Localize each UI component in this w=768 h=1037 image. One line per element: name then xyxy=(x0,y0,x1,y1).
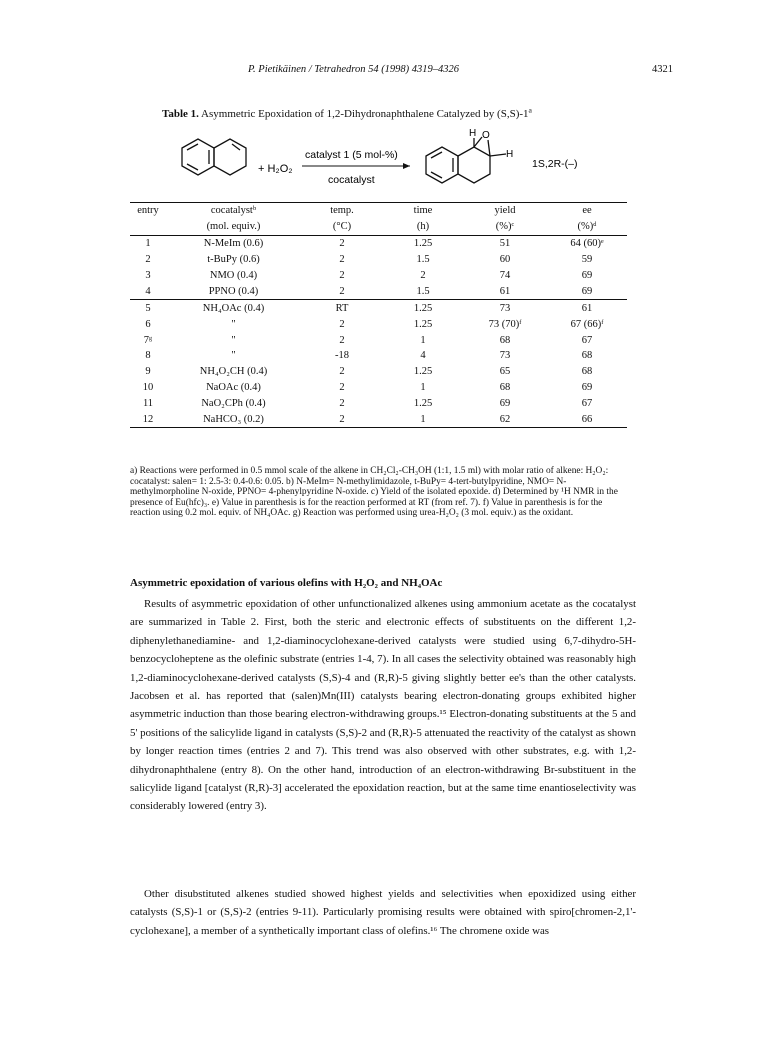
table-row xyxy=(130,316,627,332)
table-cell: 5 xyxy=(145,302,151,314)
table-cell: 2 xyxy=(339,238,345,250)
table-cell: 1.5 xyxy=(383,283,463,299)
table-cell: 61 xyxy=(463,283,547,299)
table-cell: 69 xyxy=(581,270,593,281)
table-cell: 2 xyxy=(339,270,345,281)
table-caption-note: a xyxy=(528,105,532,115)
header-cell: cocatalystᵇ xyxy=(166,203,301,219)
subheader-cell: (°C) xyxy=(301,219,383,235)
table-cell: 2 xyxy=(339,398,345,410)
table-cell: 2 xyxy=(339,382,345,394)
table-cell: 67 (66)ᶠ xyxy=(570,318,604,330)
table-cell: 1.25 xyxy=(413,318,433,330)
table-cell: 68 xyxy=(499,382,511,394)
table-cell: 1 xyxy=(420,382,426,394)
table-label: Table 1. xyxy=(162,108,199,120)
table-cell: 2 xyxy=(145,254,151,266)
table-cell: 11 xyxy=(142,398,154,410)
table-cell: NH₄OAc (0.4) xyxy=(202,302,265,314)
subheader-cell xyxy=(130,219,166,235)
table-header-row xyxy=(130,203,627,219)
epoxide-h-right: H xyxy=(506,149,514,160)
body-paragraph: Other disubstituted alkenes studied showed highest yields and selectivities when epoxidized using either catalysts (S,S)-1 or (S,S)-2 (entries 9-11). Particularly promising results were obtained with spiro[chromen-2,1'-cyclohexane], a member of a synthetically important class of olefins.¹⁶ The chromene oxide was xyxy=(130,888,636,937)
table-cell: 8 xyxy=(145,350,151,362)
table-cell: 59 xyxy=(581,254,593,266)
table-cell: 2 xyxy=(420,270,426,281)
subheader-cell: (h) xyxy=(383,219,463,235)
running-header xyxy=(0,64,768,78)
table-cell: -18 xyxy=(335,350,349,362)
table-cell: 7ᵍ xyxy=(143,334,153,346)
table-cell: N-MeIm (0.6) xyxy=(203,238,264,250)
table-cell: 66 xyxy=(547,412,627,428)
table-cell: 1.25 xyxy=(413,366,433,378)
cocatalyst-label: cocatalyst xyxy=(328,174,375,186)
table-cell: 60 xyxy=(499,254,511,266)
running-head: P. Pietikäinen / Tetrahedron 54 (1998) 4319–4326 xyxy=(248,64,460,75)
table-row xyxy=(130,348,627,364)
section-heading: Asymmetric epoxidation of various olefins with H₂O₂ and NH₄OAc xyxy=(130,577,443,589)
table-cell: 10 xyxy=(142,382,154,394)
header-cell: yield xyxy=(463,203,547,219)
table-cell: RT xyxy=(335,302,349,314)
table-row xyxy=(130,283,627,299)
table-cell: 69 xyxy=(581,382,593,394)
table-cell: " xyxy=(231,350,236,362)
table-cell: 73 xyxy=(499,302,511,314)
table-row xyxy=(130,396,627,412)
table-cell: 1 xyxy=(145,238,151,250)
table-cell: " xyxy=(231,318,236,330)
table-row xyxy=(130,252,627,268)
table-cell: 1.25 xyxy=(413,302,433,314)
table-cell: NH₄O₂CH (0.4) xyxy=(199,366,268,378)
table-cell: PPNO (0.4) xyxy=(166,283,301,299)
table-cell: NMO (0.4) xyxy=(209,270,258,281)
table-cell: 12 xyxy=(130,412,166,428)
table-cell: 3 xyxy=(145,270,151,281)
table-footnotes: a) Reactions were performed in 0.5 mmol scale of the alkene in CH₂Cl₂-CH₃OH (1:1, 1.5 ml) with molar ratio of alkene: H₂O₂: cocatalyst: salen= 1: 2.5-3: 0.4-0.6: 0.05. b) N-MeIm= N-methylimidazole, t-BuPy= 4-tert-butylpyridine, NMO= N-methylmorpholine N-oxide, PPNO= 4-phenylpyridine N-oxide. c) Yield of the isolated epoxide. d) Determined by ¹H NMR in the presence of Eu(hfc)₃. e) Value in parenthesis is for the reaction performed at RT (from ref. 7). f) Value in parenthesis is for the reaction using 0.2 mol. equiv. of NH₄OAc. g) Reaction was performed using urea-H₂O₂ (3 mol. equiv.) as the oxidant. xyxy=(130,466,618,519)
subheader-cell: (%)ᵈ xyxy=(547,219,627,235)
table-caption xyxy=(162,105,532,120)
table-cell: 73 (70)ᶠ xyxy=(488,318,522,330)
table-cell: 68 xyxy=(499,334,511,346)
table-cell: 1 xyxy=(420,334,426,346)
table-caption-text: Asymmetric Epoxidation of 1,2-Dihydronaphthalene Catalyzed by (S,S)-1 xyxy=(201,108,529,120)
product-label: 1S,2R-(–) xyxy=(532,158,578,170)
epoxide-structure xyxy=(426,137,506,183)
table-cell: 64 (60)ᵉ xyxy=(570,238,604,250)
table-cell: 65 xyxy=(499,366,511,378)
table-cell: NaHCO₃ (0.2) xyxy=(166,412,301,428)
table-row xyxy=(130,235,627,251)
table-cell: 69 xyxy=(547,283,627,299)
table-cell: 2 xyxy=(339,334,345,346)
page-number: 4321 xyxy=(652,64,673,75)
reaction-scheme xyxy=(160,128,620,196)
epoxide-o: O xyxy=(482,130,490,141)
table-cell: 67 xyxy=(581,398,593,410)
dihydronaphthalene-structure xyxy=(182,139,246,175)
header-cell: ee xyxy=(547,203,627,219)
body-paragraph: Results of asymmetric epoxidation of other unfunctionalized alkenes using ammonium acetate as the cocatalyst are summarized in Table 2. First, both the steric and electronic effects of substituents on the different 1,2-diphenylethanediamine- and 1,2-diaminocyclohexane-derived catalysts were studied using 6,7-dihydro-5H-benzocycloheptene as the olefinic substrate (entries 1-4, 7). In all cases the selectivity obtained was reasonably high 1,2-diaminocyclohexane-derived catalysts (S,S)-4 and (R,R)-5 giving slightly better ee's than the other catalysts. Jacobsen et al. has reported that (salen)Mn(III) catalysts bearing electron-donating groups exhibited higher asymmetric induction than those bearing electron-withdrawing groups.¹⁵ Electron-donating substituents at the 5 and 5' positions of the salicylide ligand in catalysts (S,S)-2 and (R,R)-5 attenuated the reactivity of the catalyst as shown by longer reaction times (entries 2 and 7). This trend was also observed with other substrates, e.g. with 1,2-dihydronaphthalene (entry 8). On the other hand, introduction of an electron-withdrawing Br-substituent in the salicylide ligand [catalyst (R,R)-3] accelerated the epoxidation reaction, but at the same time enantioselectivity was considerably lowered (entry 3). xyxy=(130,598,636,813)
header-cell: time xyxy=(383,203,463,219)
reagent-label: + H₂O₂ xyxy=(258,163,293,175)
epoxide-h-top: H xyxy=(469,128,477,139)
table-cell: 51 xyxy=(499,238,511,250)
table-cell: 68 xyxy=(581,350,593,362)
table-row xyxy=(130,332,627,348)
table-cell: NaOAc (0.4) xyxy=(206,382,261,394)
table-cell: 1.25 xyxy=(413,398,433,410)
header-cell: entry xyxy=(130,203,166,219)
table-cell: 2 xyxy=(339,366,345,378)
table-cell: NaO₂CPh (0.4) xyxy=(201,398,266,410)
subheader-cell: (mol. equiv.) xyxy=(166,219,301,235)
table-cell: 2 xyxy=(339,318,345,330)
table-cell: 73 xyxy=(499,350,511,362)
results-table xyxy=(130,202,627,428)
catalyst-label: catalyst 1 (5 mol-%) xyxy=(305,149,398,161)
table-row xyxy=(130,300,627,316)
table-cell: 62 xyxy=(463,412,547,428)
subheader-cell: (%)ᶜ xyxy=(463,219,547,235)
table-row xyxy=(130,380,627,396)
table-row xyxy=(130,268,627,284)
header-cell: temp. xyxy=(301,203,383,219)
table-row xyxy=(130,364,627,380)
table-cell: 1.25 xyxy=(413,238,433,250)
table-cell: 2 xyxy=(301,412,383,428)
table-subheader-row xyxy=(130,219,627,235)
table-cell: 9 xyxy=(145,366,151,378)
table-cell: 74 xyxy=(499,270,511,281)
table-cell: 68 xyxy=(581,366,593,378)
table-cell: 1 xyxy=(383,412,463,428)
table-cell: 4 xyxy=(420,350,426,362)
table-cell: 2 xyxy=(301,283,383,299)
table-cell: 69 xyxy=(499,398,511,410)
table-cell: 67 xyxy=(581,334,593,346)
table-cell: 2 xyxy=(339,254,345,266)
table-cell: 61 xyxy=(581,302,593,314)
table-cell: 1.5 xyxy=(416,254,430,266)
table-cell: t-BuPy (0.6) xyxy=(207,254,260,266)
table-cell: 6 xyxy=(145,318,151,330)
table-cell: " xyxy=(231,334,236,346)
table-row xyxy=(130,412,627,428)
table-cell: 4 xyxy=(130,283,166,299)
